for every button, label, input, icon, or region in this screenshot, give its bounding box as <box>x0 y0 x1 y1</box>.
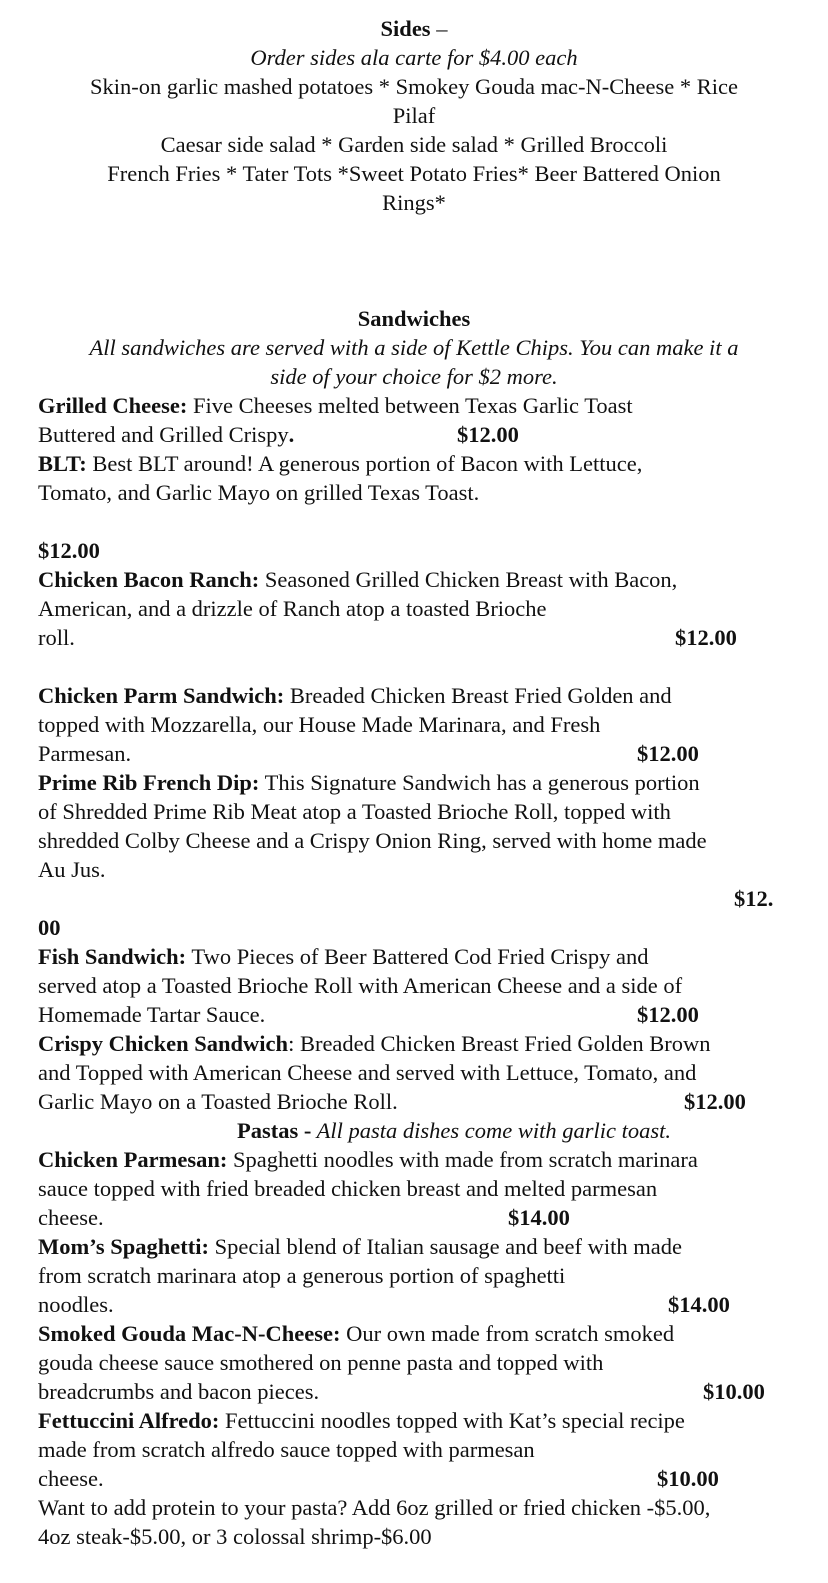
item-description: : Breaded Chicken Breast Fried Golden Brown <box>288 1031 711 1056</box>
sides-line: French Fries * Tater Tots *Sweet Potato Fries* Beer Battered Onion <box>107 161 721 186</box>
sides-line: Skin-on garlic mashed potatoes * Smokey Gouda mac-N-Cheese * Rice <box>90 74 738 99</box>
menu-item-moms-spaghetti <box>38 1232 682 1261</box>
item-description: shredded Colby Cheese and a Crispy Onion Ring, served with home made <box>38 828 707 853</box>
item-description: Breaded Chicken Breast Fried Golden and <box>284 683 672 708</box>
item-description: Parmesan. <box>38 741 132 766</box>
item-name: Smoked Gouda Mac-N-Cheese: <box>38 1321 341 1346</box>
menu-item-fish-sandwich <box>38 942 648 971</box>
sandwiches-note: All sandwiches are served with a side of Kettle Chips. You can make it a <box>89 335 739 360</box>
item-description: Buttered and Grilled Crispy. <box>38 422 295 447</box>
sides-heading: Sides – <box>380 16 448 41</box>
item-description: gouda cheese sauce smothered on penne pasta and topped with <box>38 1350 604 1375</box>
item-name: Chicken Parmesan: <box>38 1147 228 1172</box>
item-description: Au Jus. <box>38 857 106 882</box>
menu-item-crispy-chicken-sandwich <box>38 1029 710 1058</box>
item-name: Chicken Parm Sandwich: <box>38 683 285 708</box>
item-price: 00 <box>38 915 61 940</box>
item-description: served atop a Toasted Brioche Roll with American Cheese and a side of <box>38 973 683 998</box>
item-price: $12.00 <box>675 625 737 650</box>
menu-item-chicken-bacon-ranch <box>38 565 677 594</box>
item-description: American, and a drizzle of Ranch atop a toasted Brioche <box>38 596 547 621</box>
item-description: from scratch marinara atop a generous portion of spaghetti <box>38 1263 566 1288</box>
item-description: Seasoned Grilled Chicken Breast with Bacon, <box>259 567 678 592</box>
item-description: Best BLT around! A generous portion of Bacon with Lettuce, <box>86 451 643 476</box>
item-name: Prime Rib French Dip: <box>38 770 260 795</box>
item-description: Tomato, and Garlic Mayo on grilled Texas Toast. <box>38 480 480 505</box>
item-description: Special blend of Italian sausage and beef with made <box>209 1234 682 1259</box>
menu-item-grilled-cheese <box>38 391 633 420</box>
pastas-note: All pasta dishes come with garlic toast. <box>311 1118 671 1143</box>
protein-addon-note: 4oz steak-$5.00, or 3 colossal shrimp-$6.00 <box>38 1524 432 1549</box>
item-description: This Signature Sandwich has a generous portion <box>259 770 700 795</box>
item-price: $10.00 <box>657 1466 719 1491</box>
item-price: $14.00 <box>508 1205 570 1230</box>
item-description: of Shredded Prime Rib Meat atop a Toasted Brioche Roll, topped with <box>38 799 671 824</box>
menu-item-chicken-parm-sandwich <box>38 681 672 710</box>
item-price: $10.00 <box>703 1379 765 1404</box>
menu-item-fettuccini-alfredo <box>38 1406 685 1435</box>
item-description: Spaghetti noodles with made from scratch marinara <box>227 1147 698 1172</box>
sides-note: Order sides ala carte for $4.00 each <box>250 45 578 70</box>
item-name: Chicken Bacon Ranch: <box>38 567 260 592</box>
item-description: breadcrumbs and bacon pieces. <box>38 1379 320 1404</box>
sides-line: Rings* <box>382 190 446 215</box>
menu-item-chicken-parmesan <box>38 1145 698 1174</box>
sides-line: Caesar side salad * Garden side salad * Grilled Broccoli <box>160 132 668 157</box>
sides-line: Pilaf <box>392 103 436 128</box>
item-description: Two Pieces of Beer Battered Cod Fried Crispy and <box>186 944 649 969</box>
item-description: topped with Mozzarella, our House Made Marinara, and Fresh <box>38 712 601 737</box>
item-description: Fettuccini noodles topped with Kat’s special recipe <box>219 1408 685 1433</box>
item-description: cheese. <box>38 1466 104 1491</box>
item-name: Fettuccini Alfredo: <box>38 1408 220 1433</box>
item-name: Fish Sandwich: <box>38 944 187 969</box>
sandwiches-heading: Sandwiches <box>357 306 471 331</box>
item-description: Garlic Mayo on a Toasted Brioche Roll. <box>38 1089 398 1114</box>
menu-item-blt <box>38 449 642 478</box>
item-name: Mom’s Spaghetti: <box>38 1234 210 1259</box>
item-price: $12.00 <box>457 422 519 447</box>
menu-item-smoked-gouda-mac-n-cheese <box>38 1319 674 1348</box>
item-description: Homemade Tartar Sauce. <box>38 1002 266 1027</box>
item-price: $12. <box>734 886 774 911</box>
item-name: BLT: <box>38 451 87 476</box>
item-description: Five Cheeses melted between Texas Garlic Toast <box>187 393 633 418</box>
item-price: $12.00 <box>684 1089 746 1114</box>
sandwiches-note: side of your choice for $2 more. <box>270 364 558 389</box>
item-price: $12.00 <box>637 1002 699 1027</box>
item-description: noodles. <box>38 1292 114 1317</box>
item-price: $12.00 <box>637 741 699 766</box>
item-description: sauce topped with fried breaded chicken breast and melted parmesan <box>38 1176 658 1201</box>
item-description: Our own made from scratch smoked <box>340 1321 675 1346</box>
pastas-heading: Pastas - All pasta dishes come with garlic toast. <box>237 1118 671 1143</box>
item-name: Grilled Cheese: <box>38 393 188 418</box>
item-price: $14.00 <box>668 1292 730 1317</box>
menu-item-prime-rib-french-dip <box>38 768 700 797</box>
item-description: roll. <box>38 625 75 650</box>
item-name: Crispy Chicken Sandwich <box>38 1031 289 1056</box>
item-price: $12.00 <box>38 538 100 563</box>
protein-addon-note: Want to add protein to your pasta? Add 6oz grilled or fried chicken -$5.00, <box>38 1495 711 1520</box>
item-description: cheese. <box>38 1205 104 1230</box>
item-description: made from scratch alfredo sauce topped with parmesan <box>38 1437 535 1462</box>
item-description: and Topped with American Cheese and served with Lettuce, Tomato, and <box>38 1060 697 1085</box>
